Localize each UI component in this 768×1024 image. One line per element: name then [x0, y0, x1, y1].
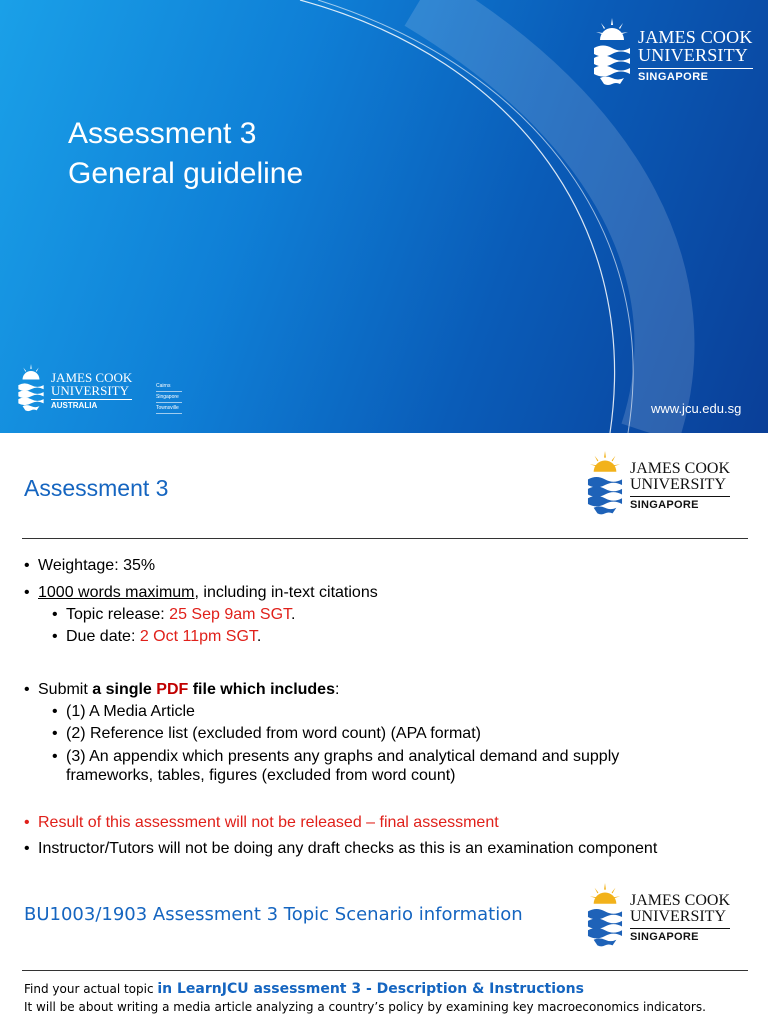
bullet-item-3: • (3) An appendix which presents any graphs and analytical demand and supply frameworks, tables, figures (excluded from word count) — [52, 747, 692, 785]
logo-line-1: JAMES COOK — [630, 460, 731, 477]
topic-description: It will be about writing a media article analyzing a country’s policy by examining key macroeconomics indicators. — [24, 1000, 706, 1014]
jcu-singapore-logo — [592, 18, 753, 92]
jcu-crest-icon — [586, 883, 624, 953]
bullet-item-1: • (1) A Media Article — [52, 701, 754, 723]
bullet-instructor-note: • Instructor/Tutors will not be doing any draft checks as this is an examination component — [24, 838, 754, 860]
title-line-2: General guideline — [68, 157, 304, 190]
jcu-australia-logo — [16, 364, 132, 416]
website-link[interactable]: www.jcu.edu.sg — [651, 401, 742, 416]
bullet-item-2: • (2) Reference list (excluded from word count) (APA format) — [52, 723, 754, 745]
assessment-slide — [0, 433, 768, 865]
logo-line-1: JAMES COOK — [630, 892, 731, 909]
slide-heading: BU1003/1903 Assessment 3 Topic Scenario information — [24, 904, 523, 925]
logo-line-3: AUSTRALIA — [51, 399, 132, 410]
logo-line-2: UNIVERSITY — [630, 908, 726, 925]
divider — [22, 538, 748, 539]
slide-title — [68, 114, 303, 194]
campus-item: Cairns — [156, 381, 182, 392]
logo-line-1: JAMES COOK — [638, 26, 753, 47]
divider — [22, 970, 748, 971]
jcu-crest-icon — [586, 451, 624, 521]
logo-line-1: JAMES COOK — [51, 369, 133, 385]
jcu-singapore-logo — [586, 451, 730, 521]
campus-item: Singapore — [156, 392, 182, 403]
logo-line-2: UNIVERSITY — [630, 476, 726, 493]
learnjcu-reference: in LearnJCU assessment 3 - Description & Instructions — [157, 981, 584, 997]
title-slide — [0, 0, 768, 433]
bullet-submit: • Submit a single PDF file which includes: — [24, 679, 754, 701]
bullet-list — [24, 555, 754, 860]
logo-line-3: SINGAPORE — [630, 496, 730, 511]
bullet-topic-release: • Topic release: 25 Sep 9am SGT. — [52, 604, 754, 626]
logo-line-3: SINGAPORE — [638, 68, 753, 83]
logo-line-2: UNIVERSITY — [51, 382, 129, 398]
logo-line-2: UNIVERSITY — [638, 44, 748, 65]
topic-scenario-slide — [0, 865, 768, 1024]
campus-list — [156, 381, 182, 414]
campus-item: Townsville — [156, 403, 182, 414]
bullet-due-date: • Due date: 2 Oct 11pm SGT. — [52, 626, 754, 648]
bullet-word-limit: • 1000 words maximum, including in-text citations — [24, 582, 754, 604]
jcu-crest-icon — [16, 364, 46, 416]
slide-heading: Assessment 3 — [24, 475, 169, 501]
bullet-weightage: • Weightage: 35% — [24, 555, 754, 577]
jcu-singapore-logo — [586, 883, 730, 953]
bullet-result-note: • Result of this assessment will not be released – final assessment — [24, 812, 754, 834]
find-topic-line: Find your actual topic in LearnJCU assessment 3 - Description & Instructions — [24, 981, 584, 997]
jcu-crest-icon — [592, 18, 632, 92]
logo-line-3: SINGAPORE — [630, 928, 730, 943]
title-line-1: Assessment 3 — [68, 117, 257, 150]
